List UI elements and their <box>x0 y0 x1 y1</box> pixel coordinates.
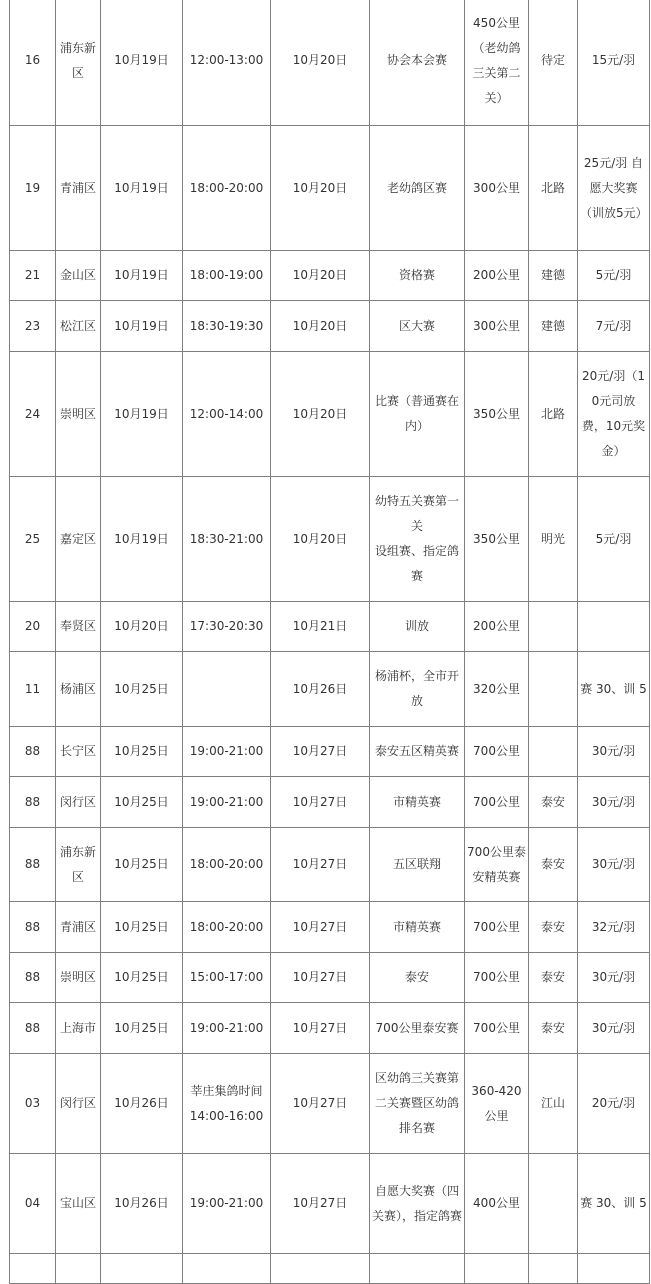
collect-time-cell: 17:30-20:30 <box>183 602 271 652</box>
direction-cell: 待定 <box>529 0 578 126</box>
distance-cell: 700公里泰安精英赛 <box>465 828 529 902</box>
fee-cell: 30元/羽 <box>578 1003 650 1054</box>
direction-cell: 明光 <box>529 477 578 602</box>
collect-time-cell <box>183 652 271 727</box>
collect-time-cell: 19:00-21:00 <box>183 1003 271 1054</box>
distance-cell: 300公里 <box>465 126 529 251</box>
release-date-cell: 10月27日 <box>271 828 370 902</box>
event-cell: 区幼鸽三关赛第二关赛暨区幼鸽排名赛 <box>370 1054 465 1154</box>
row-number-cell: 25 <box>10 477 56 602</box>
row-number-cell: 19 <box>10 126 56 251</box>
collect-date-cell: 10月26日 <box>101 1054 183 1154</box>
fee-cell: 30元/羽 <box>578 727 650 777</box>
fee-cell: 5元/羽 <box>578 477 650 602</box>
fee-cell: 30元/羽 <box>578 953 650 1003</box>
row-number-cell: 11 <box>10 652 56 727</box>
direction-cell <box>529 727 578 777</box>
event-cell: 泰安 <box>370 953 465 1003</box>
collect-date-cell: 10月19日 <box>101 352 183 477</box>
district-cell: 浦东新区 <box>56 0 101 126</box>
direction-cell: 建德 <box>529 251 578 301</box>
distance-cell: 300公里 <box>465 301 529 352</box>
release-date-cell: 10月20日 <box>271 126 370 251</box>
fee-cell: 赛 30、训 5 <box>578 652 650 727</box>
row-number-cell: 03 <box>10 1054 56 1154</box>
collect-time-cell: 15:00-17:00 <box>183 953 271 1003</box>
direction-cell <box>529 652 578 727</box>
table-row <box>10 777 650 828</box>
table-row <box>10 727 650 777</box>
distance-cell: 200公里 <box>465 602 529 652</box>
collect-date-cell: 10月25日 <box>101 1003 183 1054</box>
event-cell: 市精英赛 <box>370 777 465 828</box>
district-cell: 宝山区 <box>56 1154 101 1254</box>
fee-cell <box>578 1254 650 1284</box>
row-number-cell: 24 <box>10 352 56 477</box>
event-cell: 泰安五区精英赛 <box>370 727 465 777</box>
collect-date-cell: 10月25日 <box>101 727 183 777</box>
collect-date-cell: 10月19日 <box>101 126 183 251</box>
collect-time-cell: 12:00-14:00 <box>183 352 271 477</box>
row-number-cell: 20 <box>10 602 56 652</box>
collect-time-cell: 12:00-13:00 <box>183 0 271 126</box>
fee-cell: 30元/羽 <box>578 777 650 828</box>
direction-cell: 江山 <box>529 1054 578 1154</box>
release-date-cell: 10月20日 <box>271 301 370 352</box>
district-cell: 浦东新区 <box>56 828 101 902</box>
collect-time-cell: 18:00-20:00 <box>183 902 271 953</box>
district-cell: 上海市 <box>56 1003 101 1054</box>
release-date-cell: 10月20日 <box>271 352 370 477</box>
fee-cell: 7元/羽 <box>578 301 650 352</box>
collect-date-cell: 10月25日 <box>101 652 183 727</box>
table-row <box>10 0 650 126</box>
distance-cell: 400公里 <box>465 1154 529 1254</box>
release-date-cell: 10月27日 <box>271 727 370 777</box>
collect-time-cell <box>183 1254 271 1284</box>
release-date-cell: 10月27日 <box>271 902 370 953</box>
row-number-cell: 88 <box>10 902 56 953</box>
release-date-cell: 10月27日 <box>271 953 370 1003</box>
collect-date-cell: 10月19日 <box>101 301 183 352</box>
table-row <box>10 1003 650 1054</box>
distance-cell <box>465 1254 529 1284</box>
distance-cell: 700公里 <box>465 902 529 953</box>
collect-date-cell: 10月25日 <box>101 777 183 828</box>
row-number-cell: 04 <box>10 1154 56 1254</box>
district-cell: 松江区 <box>56 301 101 352</box>
collect-date-cell: 10月19日 <box>101 251 183 301</box>
table-row <box>10 352 650 477</box>
table-row <box>10 602 650 652</box>
row-number-cell: 23 <box>10 301 56 352</box>
distance-cell: 450公里（老幼鸽三关第二关） <box>465 0 529 126</box>
collect-time-cell: 19:00-21:00 <box>183 1154 271 1254</box>
fee-cell: 32元/羽 <box>578 902 650 953</box>
table-row <box>10 652 650 727</box>
distance-cell: 200公里 <box>465 251 529 301</box>
release-date-cell: 10月20日 <box>271 0 370 126</box>
release-date-cell: 10月27日 <box>271 1054 370 1154</box>
collect-date-cell: 10月20日 <box>101 602 183 652</box>
direction-cell: 泰安 <box>529 828 578 902</box>
district-cell: 崇明区 <box>56 953 101 1003</box>
direction-cell: 泰安 <box>529 777 578 828</box>
release-date-cell: 10月20日 <box>271 477 370 602</box>
fee-cell: 20元/羽（10元司放费，10元奖金） <box>578 352 650 477</box>
distance-cell: 700公里 <box>465 777 529 828</box>
table-row <box>10 902 650 953</box>
direction-cell <box>529 602 578 652</box>
event-cell: 700公里泰安赛 <box>370 1003 465 1054</box>
release-date-cell: 10月26日 <box>271 652 370 727</box>
district-cell: 青浦区 <box>56 126 101 251</box>
release-date-cell: 10月20日 <box>271 251 370 301</box>
event-cell: 杨浦杯，全市开放 <box>370 652 465 727</box>
district-cell: 金山区 <box>56 251 101 301</box>
release-date-cell: 10月27日 <box>271 777 370 828</box>
collect-date-cell: 10月19日 <box>101 0 183 126</box>
direction-cell: 泰安 <box>529 1003 578 1054</box>
direction-cell: 北路 <box>529 126 578 251</box>
event-cell: 老幼鸽区赛 <box>370 126 465 251</box>
direction-cell: 泰安 <box>529 953 578 1003</box>
fee-cell <box>578 602 650 652</box>
distance-cell: 350公里 <box>465 477 529 602</box>
district-cell: 闵行区 <box>56 777 101 828</box>
distance-cell: 320公里 <box>465 652 529 727</box>
table-row <box>10 251 650 301</box>
fee-cell: 5元/羽 <box>578 251 650 301</box>
race-schedule-table <box>9 0 650 1284</box>
row-number-cell: 88 <box>10 777 56 828</box>
row-number-cell: 88 <box>10 727 56 777</box>
release-date-cell: 10月27日 <box>271 1154 370 1254</box>
row-number-cell: 16 <box>10 0 56 126</box>
fee-cell: 20元/羽 <box>578 1054 650 1154</box>
row-number-cell: 21 <box>10 251 56 301</box>
direction-cell: 建德 <box>529 301 578 352</box>
event-cell: 资格赛 <box>370 251 465 301</box>
fee-cell: 赛 30、训 5 <box>578 1154 650 1254</box>
district-cell: 嘉定区 <box>56 477 101 602</box>
table-body <box>10 0 650 1284</box>
district-cell: 闵行区 <box>56 1054 101 1154</box>
collect-date-cell: 10月25日 <box>101 902 183 953</box>
table-row <box>10 301 650 352</box>
table-row <box>10 828 650 902</box>
release-date-cell <box>271 1254 370 1284</box>
release-date-cell: 10月27日 <box>271 1003 370 1054</box>
row-number-cell <box>10 1254 56 1284</box>
distance-cell: 700公里 <box>465 727 529 777</box>
distance-cell: 700公里 <box>465 1003 529 1054</box>
direction-cell <box>529 1254 578 1284</box>
collect-time-cell: 18:00-20:00 <box>183 126 271 251</box>
direction-cell: 北路 <box>529 352 578 477</box>
event-cell: 幼特五关赛第一关 设组赛、指定鸽赛 <box>370 477 465 602</box>
row-number-cell: 88 <box>10 1003 56 1054</box>
table-row <box>10 1254 650 1284</box>
table-row <box>10 1154 650 1254</box>
direction-cell <box>529 1154 578 1254</box>
fee-cell: 30元/羽 <box>578 828 650 902</box>
row-number-cell: 88 <box>10 828 56 902</box>
event-cell <box>370 1254 465 1284</box>
district-cell: 青浦区 <box>56 902 101 953</box>
event-cell: 协会本会赛 <box>370 0 465 126</box>
fee-cell: 25元/羽 自愿大奖赛（训放5元） <box>578 126 650 251</box>
district-cell: 奉贤区 <box>56 602 101 652</box>
collect-date-cell: 10月25日 <box>101 828 183 902</box>
collect-time-cell: 18:30-19:30 <box>183 301 271 352</box>
collect-time-cell: 19:00-21:00 <box>183 777 271 828</box>
fee-cell: 15元/羽 <box>578 0 650 126</box>
event-cell: 训放 <box>370 602 465 652</box>
distance-cell: 360-420公里 <box>465 1054 529 1154</box>
collect-date-cell: 10月26日 <box>101 1154 183 1254</box>
district-cell <box>56 1254 101 1284</box>
collect-date-cell: 10月25日 <box>101 953 183 1003</box>
row-number-cell: 88 <box>10 953 56 1003</box>
distance-cell: 350公里 <box>465 352 529 477</box>
collect-date-cell <box>101 1254 183 1284</box>
release-date-cell: 10月21日 <box>271 602 370 652</box>
event-cell: 比赛（普通赛在内） <box>370 352 465 477</box>
district-cell: 崇明区 <box>56 352 101 477</box>
event-cell: 五区联翔 <box>370 828 465 902</box>
table-row <box>10 1054 650 1154</box>
district-cell: 杨浦区 <box>56 652 101 727</box>
event-cell: 区大赛 <box>370 301 465 352</box>
collect-time-cell: 18:00-20:00 <box>183 828 271 902</box>
direction-cell: 泰安 <box>529 902 578 953</box>
distance-cell: 700公里 <box>465 953 529 1003</box>
event-cell: 市精英赛 <box>370 902 465 953</box>
collect-date-cell: 10月19日 <box>101 477 183 602</box>
collect-time-cell: 19:00-21:00 <box>183 727 271 777</box>
collect-time-cell: 莘庄集鸽时间 14:00-16:00 <box>183 1054 271 1154</box>
collect-time-cell: 18:00-19:00 <box>183 251 271 301</box>
collect-time-cell: 18:30-21:00 <box>183 477 271 602</box>
event-cell: 自愿大奖赛（四关赛），指定鸽赛 <box>370 1154 465 1254</box>
table-row <box>10 953 650 1003</box>
table-row <box>10 126 650 251</box>
district-cell: 长宁区 <box>56 727 101 777</box>
table-row <box>10 477 650 602</box>
